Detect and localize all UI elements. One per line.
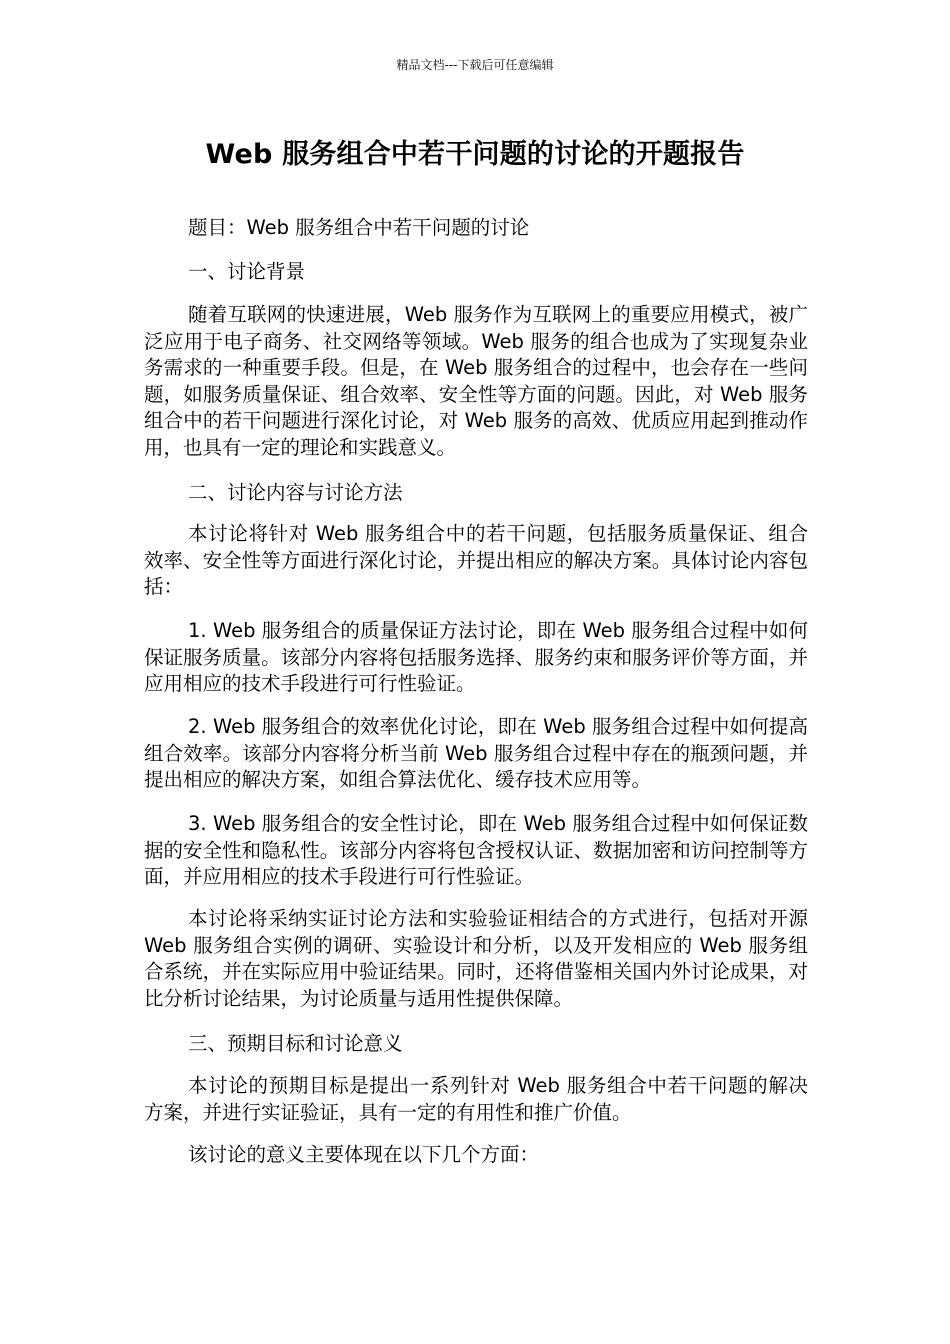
document-title: Web 服务组合中若干问题的讨论的开题报告 [205, 139, 745, 170]
section-heading-content-methods: 二、讨论内容与讨论方法 [188, 481, 403, 504]
content-item-2: 2. Web 服务组合的效率优化讨论，即在 Web 服务组合过程中如何提高组合效率。该部分内容将分析当前 Web 服务组合过程中存在的瓶颈问题，并提出相应的解决方案，如组合算法优化、缓存技术应用等。 [144, 715, 808, 791]
significance-intro: 该讨论的意义主要体现在以下几个方面： [188, 1143, 540, 1166]
goals-paragraph: 本讨论的预期目标是提出一系列针对 Web 服务组合中若干问题的解决方案，并进行实证验证，具有一定的有用性和推广价值。 [144, 1074, 808, 1124]
methods-paragraph: 本讨论将采纳实证讨论方法和实验验证相结合的方式进行，包括对开源 Web 服务组合实例的调研、实验设计和分析，以及开发相应的 Web 服务组合系统，并在实际应用中验证结果。同时，还将借鉴相关国内外讨论成果，对比分析讨论结果，为讨论质量与适用性提供保障。 [144, 907, 808, 1010]
content-item-1: 1. Web 服务组合的质量保证方法讨论，即在 Web 服务组合过程中如何保证服务质量。该部分内容将包括服务选择、服务约束和服务评价等方面，并应用相应的技术手段进行可行性验证。 [144, 619, 808, 695]
section-heading-goals: 三、预期目标和讨论意义 [188, 1032, 403, 1055]
section-heading-background: 一、讨论背景 [188, 260, 306, 283]
background-paragraph: 随着互联网的快速进展，Web 服务作为互联网上的重要应用模式，被广泛应用于电子商务、社交网络等领域。Web 服务的组合也成为了实现复杂业务需求的一种重要手段。但是，在 Web 服务组合的过程中，也会存在一些问题，如服务质量保证、组合效率、安全性等方面的问题。因此，对 Web 服务组合中的若干问题进行深化讨论，对 Web 服务的高效、优质应用起到推动作用，也具有一定的理论和实践意义。 [144, 303, 808, 459]
content-intro-paragraph: 本讨论将针对 Web 服务组合中的若干问题，包括服务质量保证、组合效率、安全性等方面进行深化讨论，并提出相应的解决方案。具体讨论内容包括： [144, 522, 808, 598]
topic-line: 题目：Web 服务组合中若干问题的讨论 [188, 216, 530, 239]
header-note: 精品文档---下载后可任意编辑 [396, 58, 554, 72]
content-item-3: 3. Web 服务组合的安全性讨论，即在 Web 服务组合过程中如何保证数据的安全性和隐私性。该部分内容将包含授权认证、数据加密和访问控制等方面，并应用相应的技术手段进行可行性验证。 [144, 812, 808, 888]
